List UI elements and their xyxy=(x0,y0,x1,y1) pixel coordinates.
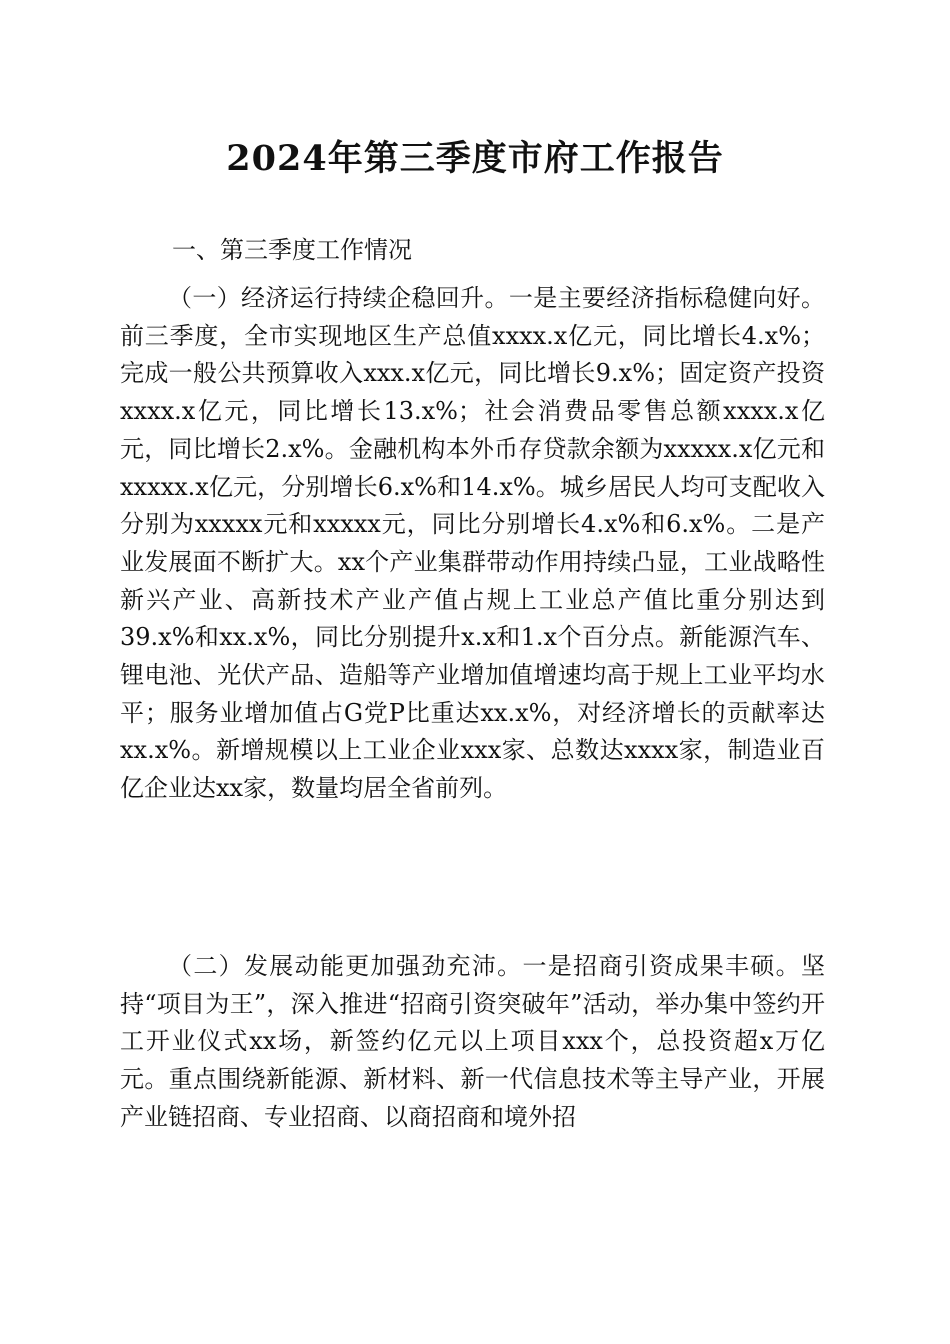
paragraph-momentum-lead: （二）发展动能更加强劲充沛。 xyxy=(168,952,523,980)
paragraph-economy xyxy=(120,280,825,808)
paragraph-momentum xyxy=(120,948,825,1137)
section-heading: 一、第三季度工作情况 xyxy=(172,236,412,264)
document-title: 2024年第三季度市府工作报告 xyxy=(226,138,724,179)
paragraph-economy-text: 一是主要经济指标稳健向好。前三季度，全市实现地区生产总值xxxx.x亿元，同比增长4.x%；完成一般公共预算收入xxx.x亿元，同比增长9.x%；固定资产投资xxxx.x亿元，同比增长13.x%；社会消费品零售总额xxxx.x亿元，同比增长2.x%。金融机构本外币存贷款余额为xxxxx.x亿元和xxxxx.x亿元，分别增长6.x%和14.x%。城乡居民人均可支配收入分别为xxxxx元和xxxxx元，同比分别增长4.x%和6.x%。二是产业发展面不断扩大。xx个产业集群带动作用持续凸显，工业战略性新兴产业、高新技术产业产值占规上工业总产值比重分别达到39.x%和xx.x%，同比分别提升x.x和1.x个百分点。新能源汽车、锂电池、光伏产品、造船等产业增加值增速均高于规上工业平均水平；服务业增加值占G党P比重达xx.x%，对经济增长的贡献率达xx.x%。新增规模以上工业企业xxx家、总数达xxxx家，制造业百亿企业达xx家，数量均居全省前列。 xyxy=(120,284,826,803)
paragraph-momentum-text: 一是招商引资成果丰硕。坚持“项目为王”，深入推进“招商引资突破年”活动，举办集中签约开工开业仪式xx场，新签约亿元以上项目xxx个，总投资超x万亿元。重点围绕新能源、新材料、新一代信息技术等主导产业，开展产业链招商、专业招商、以商招商和境外招 xyxy=(120,952,826,1131)
paragraph-economy-lead: （一）经济运行持续企稳回升。 xyxy=(168,284,509,312)
